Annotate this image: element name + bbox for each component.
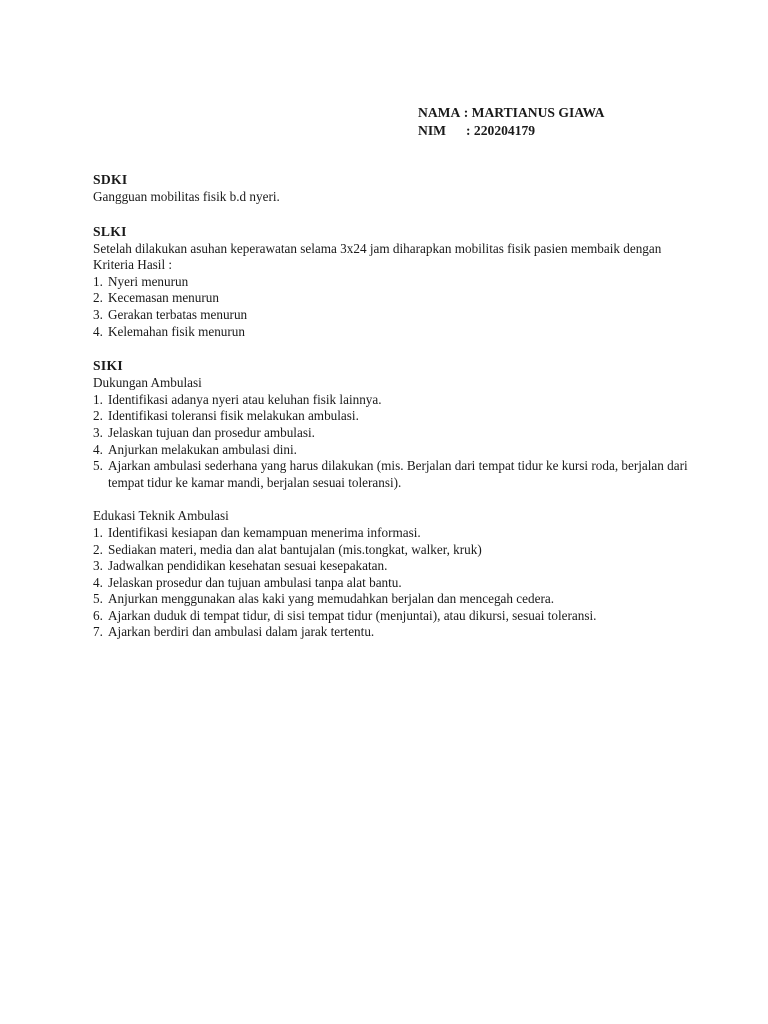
list-number: 2. (93, 290, 103, 306)
nim-value: : 220204179 (466, 123, 536, 138)
list-text: Identifikasi toleransi fisik melakukan ambulasi. (108, 408, 359, 424)
list-item (93, 542, 693, 559)
list-number: 5. (93, 458, 103, 474)
list-item (93, 525, 693, 542)
list-item (93, 624, 693, 641)
list-text: Jelaskan prosedur dan tujuan ambulasi tanpa alat bantu. (108, 574, 402, 590)
student-header (418, 104, 604, 140)
name-value: : MARTIANUS GIAWA (463, 105, 605, 120)
list-item (93, 425, 693, 442)
list-item (93, 442, 693, 459)
list-item (93, 408, 693, 425)
list-item (93, 274, 693, 291)
list-number: 4. (93, 574, 103, 590)
list-number: 2. (93, 541, 103, 557)
list-text: Ajarkan berdiri dan ambulasi dalam jarak tertentu. (108, 624, 375, 640)
list-number: 5. (93, 591, 103, 607)
list-text: Ajarkan duduk di tempat tidur, di sisi tempat tidur (menjuntai), atau dikursi, sesuai toleransi. (108, 607, 597, 623)
list-item (93, 458, 693, 491)
list-text: Ajarkan ambulasi sederhana yang harus dilakukan (mis. Berjalan dari tempat tidur ke kursi roda, berjalan dari tempat tidur ke kamar mandi, berjalan sesuai toleransi). (108, 458, 688, 490)
list-text: Kelemahan fisik menurun (108, 323, 245, 339)
list-number: 6. (93, 607, 103, 623)
list-item (93, 575, 693, 592)
name-row (418, 104, 604, 122)
list-text: Jadwalkan pendidikan kesehatan sesuai kesepakatan. (108, 558, 388, 574)
sdki-text: Gangguan mobilitas fisik b.d nyeri. (93, 189, 280, 204)
list-item (93, 392, 693, 409)
list-number: 1. (93, 391, 103, 407)
list-number: 4. (93, 441, 103, 457)
list-item (93, 324, 693, 341)
list-number: 3. (93, 424, 103, 440)
list-text: Jelaskan tujuan dan prosedur ambulasi. (108, 424, 315, 440)
name-label: NAMA (418, 105, 461, 120)
siki-list (93, 392, 693, 492)
list-item (93, 290, 693, 307)
list-number: 2. (93, 408, 103, 424)
document-body (93, 171, 693, 641)
edukasi-title: Edukasi Teknik Ambulasi (93, 508, 229, 524)
list-number: 3. (93, 558, 103, 574)
nim-label: NIM (418, 123, 446, 138)
list-number: 1. (93, 273, 103, 289)
list-item (93, 591, 693, 608)
slki-title: SLKI (93, 223, 127, 239)
list-number: 3. (93, 306, 103, 322)
list-text: Kecemasan menurun (108, 290, 219, 306)
list-text: Nyeri menurun (108, 273, 189, 289)
edukasi-list (93, 525, 693, 641)
list-text: Identifikasi kesiapan dan kemampuan menerima informasi. (108, 524, 421, 540)
list-text: Identifikasi adanya nyeri atau keluhan fisik lainnya. (108, 391, 382, 407)
list-number: 7. (93, 624, 103, 640)
slki-text: Setelah dilakukan asuhan keperawatan selama 3x24 jam diharapkan mobilitas fisik pasien membaik dengan Kriteria Hasil : (93, 240, 662, 273)
siki-title: SIKI (93, 358, 123, 374)
list-number: 4. (93, 323, 103, 339)
list-item (93, 608, 693, 625)
list-number: 1. (93, 524, 103, 540)
list-text: Anjurkan melakukan ambulasi dini. (108, 441, 297, 457)
list-text: Sediakan materi, media dan alat bantujalan (mis.tongkat, walker, kruk) (108, 541, 482, 557)
list-item (93, 558, 693, 575)
list-item (93, 307, 693, 324)
list-text: Gerakan terbatas menurun (108, 306, 248, 322)
list-text: Anjurkan menggunakan alas kaki yang memudahkan berjalan dan mencegah cedera. (108, 591, 554, 607)
nim-row (418, 122, 604, 140)
siki-subtitle: Dukungan Ambulasi (93, 375, 202, 391)
slki-list (93, 274, 693, 340)
sdki-title: SDKI (93, 172, 128, 187)
